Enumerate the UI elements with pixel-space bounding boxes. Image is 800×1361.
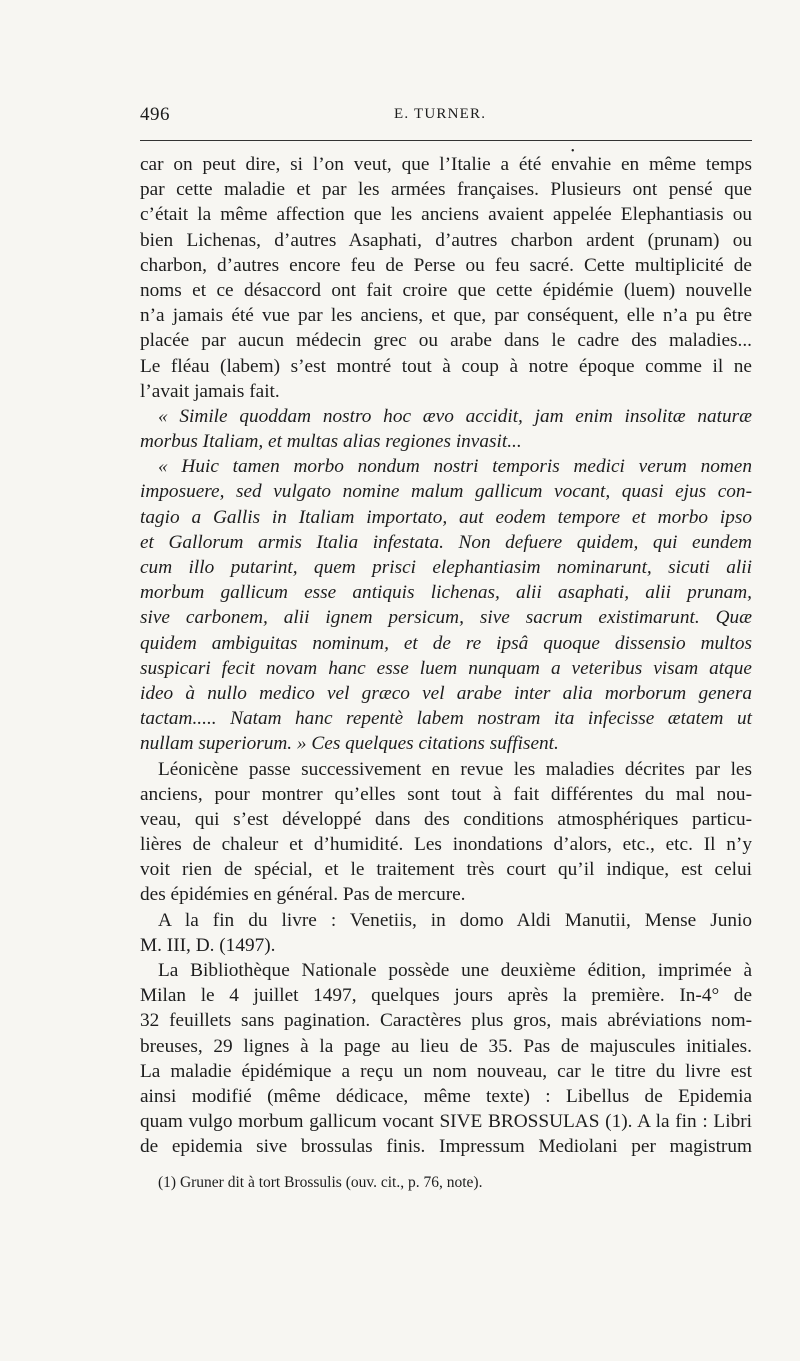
text-line: 32 feuillets sans pagination. Caractères plus gros, mais abréviations nom- (140, 1010, 752, 1032)
text-line: veau, qui s’est développé dans des conditions atmosphériques particu- (140, 808, 752, 830)
text-line: ainsi modifié (même dédicace, même texte) : Libellus de Epidemia (140, 1085, 752, 1107)
text-line: morbus Italiam, et multas alias regiones invasit... (140, 431, 522, 453)
text-line: quam vulgo morbum gallicum vocant SIVE BROSSULAS (1). A la fin : Libri (140, 1111, 752, 1133)
text-line: La maladie épidémique a reçu un nom nouveau, car le titre du livre est (140, 1060, 752, 1082)
text-line: suspicari fecit novam hanc esse luem nunquam a veteribus visam atque (140, 657, 752, 679)
text-line: des épidémies en général. Pas de mercure. (140, 884, 466, 906)
text-line: tagio a Gallis in Italiam importato, aut eodem tempore et morbo ipso (140, 506, 752, 528)
text-line: nullam superiorum. » Ces quelques citations suffisent. (140, 733, 559, 755)
text-line: A la fin du livre : Venetiis, in domo Aldi Manutii, Mense Junio (158, 909, 752, 931)
text-line: charbon, d’autres encore feu de Perse ou feu sacré. Cette multiplicité de (140, 254, 752, 276)
text-line: breuses, 29 lignes à la page au lieu de 35. Pas de majuscules initiales. (140, 1035, 752, 1057)
page-header (140, 104, 752, 128)
text-line: lières de chaleur et d’humidité. Les inondations d’alors, etc., etc. Il n’y (140, 834, 752, 856)
text-line: et Gallorum armis Italia infestata. Non defuere quidem, qui eundem (140, 531, 752, 553)
text-line: de epidemia sive brossulas finis. Impressum Mediolani per magistrum (140, 1136, 752, 1158)
footnote: (1) Gruner dit à tort Brossulis (ouv. cit., p. 76, note). (158, 1174, 483, 1191)
text-line: « Simile quoddam nostro hoc ævo accidit, jam enim insolitæ naturæ (158, 405, 752, 427)
text-line: La Bibliothèque Nationale possède une deuxième édition, imprimée à (158, 960, 752, 981)
text-line: par cette maladie et par les armées françaises. Plusieurs ont pensé que (140, 179, 752, 201)
text-line: placée par aucun médecin grec ou arabe dans le cadre des maladies... (140, 330, 752, 352)
page-number: 496 (140, 104, 170, 125)
text-line: quidem ambiguitas nominum, et de re ipsâ quoque dissensio multos (140, 632, 752, 654)
text-line: voit rien de spécial, et le traitement très court qu’il indique, est celui (140, 859, 752, 881)
text-line: tactam..... Natam hanc repentè labem nostram ita infecisse ætatem ut (140, 708, 752, 730)
text-line: Milan le 4 juillet 1497, quelques jours après la première. In-4° de (140, 985, 752, 1007)
text-line: bien Lichenas, d’autres Asaphati, d’autres charbon ardent (prunam) ou (140, 229, 752, 251)
running-head: E. TURNER. (394, 106, 487, 122)
text-line: « Huic tamen morbo nondum nostri temporis medici verum nomen (158, 456, 752, 478)
text-line: sive carbonem, alii ignem persicum, sive sacrum existimarunt. Quæ (140, 607, 752, 629)
text-line: morbum gallicum esse antiquis lichenas, alii asaphati, alii prunam, (140, 582, 752, 604)
bullet-mark: • (571, 146, 575, 157)
text-line: Le fléau (labem) s’est montré tout à coup à notre époque comme il ne (140, 355, 752, 377)
text-line: c’était la même affection que les anciens avaient appelée Elephantiasis ou (140, 204, 752, 226)
text-line: l’avait jamais fait. (140, 380, 280, 402)
text-line: car on peut dire, si l’on veut, que l’Italie a été envahie en même temps (140, 154, 752, 175)
text-line: noms et ce désaccord ont fait croire que cette épidémie (luem) nouvelle (140, 279, 752, 301)
text-line: n’a jamais été vue par les anciens, et que, par conséquent, elle n’a pu être (140, 305, 752, 327)
text-line: M. III, D. (1497). (140, 934, 276, 956)
text-line: cum illo putarint, quem prisci elephantiasim nominarunt, sicuti alii (140, 557, 752, 578)
text-line: ideo à nullo medico vel græco vel arabe inter alia morborum genera (140, 682, 752, 704)
text-line: anciens, pour montrer qu’elles sont tout à fait différentes du mal nou- (140, 783, 752, 805)
text-line: imposuere, sed vulgato nomine malum gallicum vocant, quasi ejus con- (140, 481, 752, 503)
text-line: Léonicène passe successivement en revue les maladies décrites par les (158, 758, 752, 780)
header-rule (140, 140, 752, 141)
body-text (140, 152, 752, 1160)
